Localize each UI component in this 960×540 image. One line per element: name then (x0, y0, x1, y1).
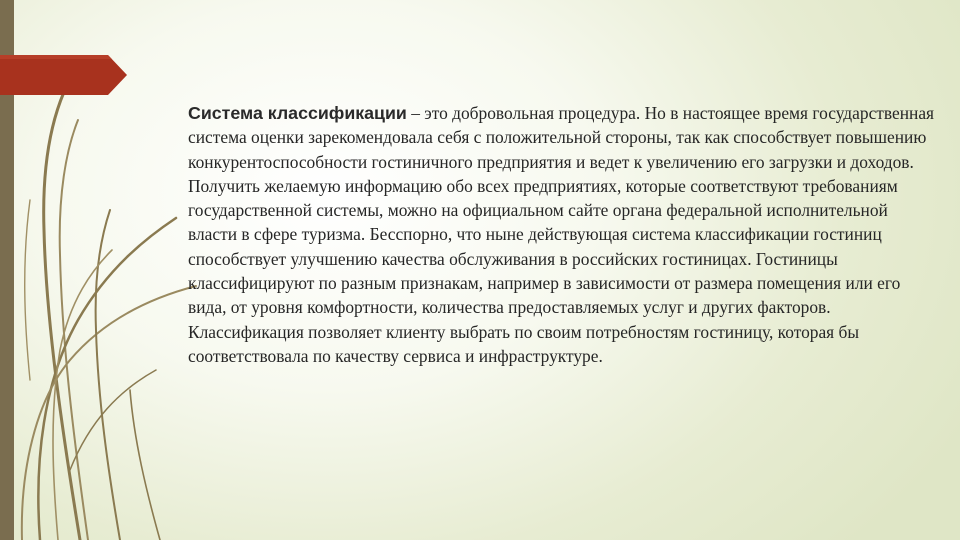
lead-term: Система классификации (188, 103, 407, 123)
body-text: – это добровольная процедура. Но в настоящее время государственная система оценки зарекомендовала себя с положительной стороны, так как способствует повышению конкурентоспособности гостиничного предприятия и ведет к увеличению его загрузки и доходов. Получить желаемую информацию обо всех предприятиях, которые соответствуют требованиям государственной системы, можно на официальном сайте органа федеральной исполнительной власти в сфере туризма. Бесспорно, что ныне действующая система классификации гостиниц способствует улучшению качества обслуживания в российских гостиницах. Гостиницы классифицируют по разным признакам, например в зависимости от размера помещения или его вида, от уровня комфортности, количества предоставляемых услуг и других факторов. Классификация позволяет клиенту выбрать по своим потребностям гостиницу, которая бы соответствовала по качеству сервиса и инфраструктуре. (188, 103, 935, 366)
slide-text-block (188, 101, 936, 368)
arrow-banner-icon (0, 55, 127, 95)
